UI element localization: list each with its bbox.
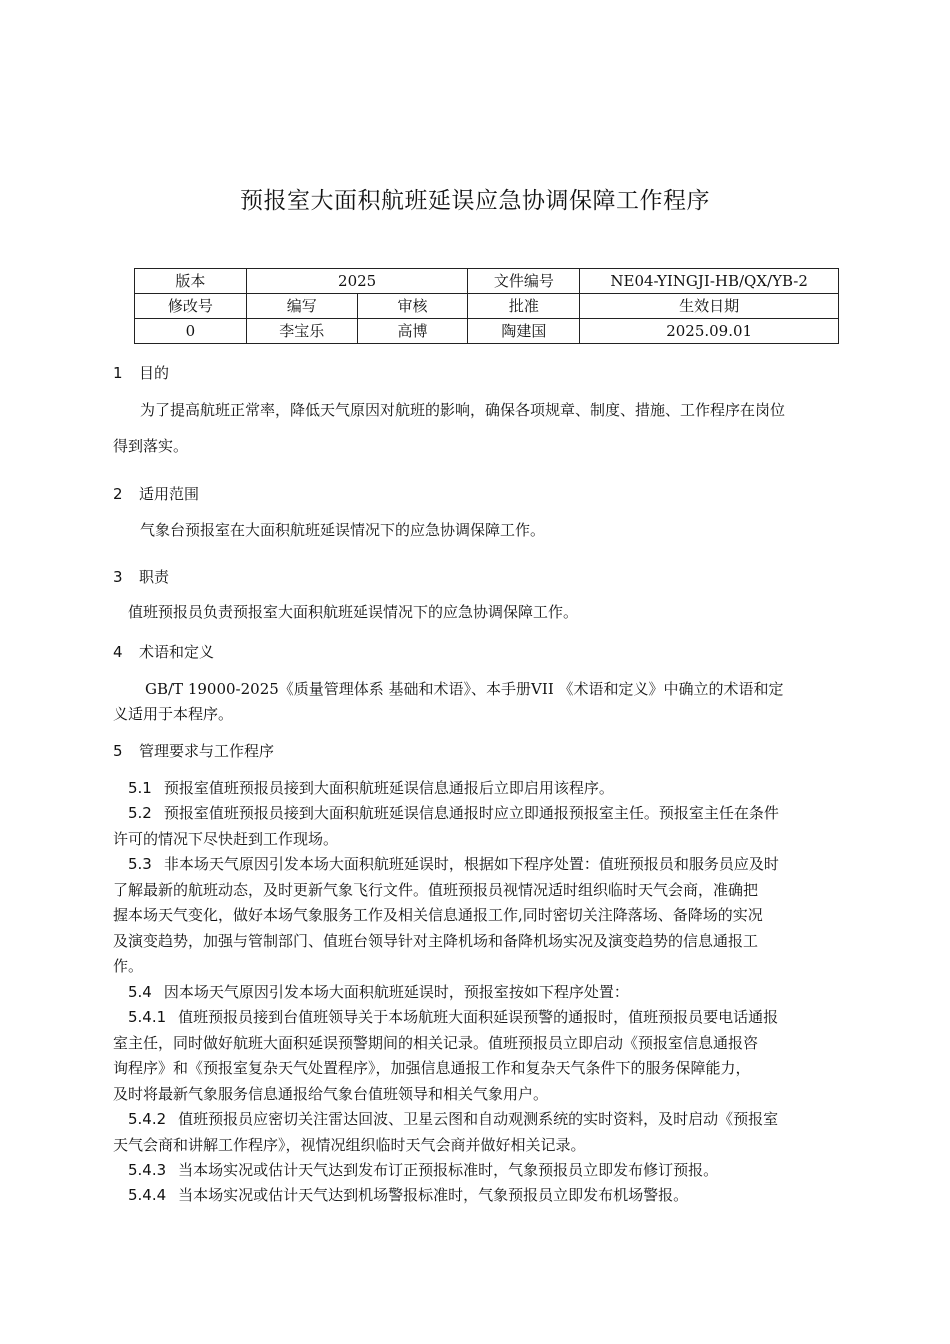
date-label: 生效日期 xyxy=(580,294,839,319)
section-heading-4 xyxy=(113,641,214,662)
section-2-text: 气象台预报室在大面积航班延误情况下的应急协调保障工作。 xyxy=(140,521,546,539)
clause-5-4 xyxy=(128,980,860,1006)
section-title: 适用范围 xyxy=(139,485,200,503)
section-heading-3 xyxy=(113,566,169,587)
clause-line: 非本场天气原因引发本场大面积航班延误时，根据如下程序处置：值班预报员和服务员应及时 xyxy=(163,855,779,873)
clause-number: 5.4.3 xyxy=(128,1161,167,1179)
meta-row-values xyxy=(135,319,839,344)
section-number: 2 xyxy=(113,485,123,503)
clause-number: 5.2 xyxy=(128,804,152,822)
review-label: 审核 xyxy=(357,294,468,319)
author-value: 李宝乐 xyxy=(246,319,357,344)
clause-5-3 xyxy=(113,852,860,980)
clause-line: 当本场实况或估计天气达到机场警报标准时，气象预报员立即发布机场警报。 xyxy=(178,1186,689,1204)
section-3-text: 值班预报员负责预报室大面积航班延误情况下的应急协调保障工作。 xyxy=(128,603,579,621)
page-title: 预报室大面积航班延误应急协调保障工作程序 xyxy=(240,188,710,214)
section-4-text-line-2: 义适用于本程序。 xyxy=(113,705,234,723)
section-1-text-line-2: 得到落实。 xyxy=(113,437,189,455)
clause-number: 5.4.1 xyxy=(128,1008,167,1026)
section-number: 5 xyxy=(113,742,123,760)
meta-row-version xyxy=(135,269,839,294)
approve-label: 批准 xyxy=(468,294,580,319)
approve-value: 陶建国 xyxy=(468,319,580,344)
review-value: 高博 xyxy=(357,319,468,344)
section-number: 3 xyxy=(113,568,123,586)
clause-line: 及演变趋势，加强与管制部门、值班台领导针对主降机场和备降机场实况及演变趋势的信息通报工 xyxy=(113,931,759,950)
clause-line: 因本场天气原因引发本场大面积航班延误时，预报室按如下程序处置： xyxy=(163,983,629,1001)
clause-5-4-2 xyxy=(113,1107,860,1158)
clause-line: 室主任，同时做好航班大面积延误预警期间的相关记录。值班预报员立即启动《预报室信息通报咨 xyxy=(113,1033,759,1052)
clause-5-4-3 xyxy=(128,1158,860,1184)
clause-number: 5.4 xyxy=(128,983,152,1001)
clause-line: 许可的情况下尽快赶到工作现场。 xyxy=(113,829,339,848)
section-number: 1 xyxy=(113,364,123,382)
section-number: 4 xyxy=(113,643,123,661)
clause-line: 当本场实况或估计天气达到发布订正预报标准时，气象预报员立即发布修订预报。 xyxy=(178,1161,719,1179)
clause-5-1 xyxy=(128,776,860,802)
clause-line: 值班预报员接到台值班领导关于本场航班大面积延误预警的通报时，值班预报员要电话通报 xyxy=(178,1008,779,1026)
clause-5-4-4 xyxy=(128,1183,860,1209)
clause-line: 天气会商和讲解工作程序》，视情况组织临时天气会商并做好相关记录。 xyxy=(113,1135,586,1154)
meta-row-headers xyxy=(135,294,839,319)
clause-number: 5.4.4 xyxy=(128,1186,167,1204)
clause-line: 询程序》和《预报室复杂天气处置程序》，加强信息通报工作和复杂天气条件下的服务保障能力， xyxy=(113,1059,751,1077)
clause-line: 预报室值班预报员接到大面积航班延误信息通报后立即启用该程序。 xyxy=(163,779,614,797)
clause-5-2 xyxy=(113,801,860,852)
section-title: 管理要求与工作程序 xyxy=(139,742,275,760)
version-value: 2025 xyxy=(246,269,468,294)
clause-5-4-1 xyxy=(113,1005,860,1107)
rev-value: 0 xyxy=(135,319,247,344)
clause-line: 及时将最新气象服务信息通报给气象台值班领导和相关气象用户。 xyxy=(113,1084,549,1103)
clause-number: 5.3 xyxy=(128,855,152,873)
docno-value: NE04-YINGJI-HB/QX/YB-2 xyxy=(580,269,839,294)
section-title: 职责 xyxy=(139,568,170,586)
section-heading-2 xyxy=(113,483,199,504)
author-label: 编写 xyxy=(246,294,357,319)
section-4-text-line-1: GB/T 19000-2025《质量管理体系 基础和术语》、本手册VII 《术语和定义》中确立的术语和定 xyxy=(145,680,784,698)
date-value: 2025.09.01 xyxy=(580,319,839,344)
section-title: 目的 xyxy=(139,364,170,382)
clause-line: 预报室值班预报员接到大面积航班延误信息通报时应立即通报预报室主任。预报室主任在条件 xyxy=(163,804,779,822)
clause-number: 5.1 xyxy=(128,779,152,797)
clause-line: 作。 xyxy=(113,957,144,975)
section-1-text-line-1: 为了提高航班正常率，降低天气原因对航班的影响，确保各项规章、制度、措施、工作程序在岗位 xyxy=(140,401,786,419)
clause-line: 了解最新的航班动态，及时更新气象飞行文件。值班预报员视情况适时组织临时天气会商，准确把 xyxy=(113,880,759,899)
clause-line: 值班预报员应密切关注雷达回波、卫星云图和自动观测系统的实时资料，及时启动《预报室 xyxy=(178,1110,779,1128)
rev-label: 修改号 xyxy=(135,294,247,319)
document-meta-table xyxy=(134,268,839,344)
docno-label: 文件编号 xyxy=(468,269,580,294)
version-label: 版本 xyxy=(135,269,247,294)
section-heading-5 xyxy=(113,740,274,761)
clause-number: 5.4.2 xyxy=(128,1110,167,1128)
section-heading-1 xyxy=(113,362,169,383)
clause-line: 握本场天气变化，做好本场气象服务工作及相关信息通报工作,同时密切关注降落场、备降场的实况 xyxy=(113,906,763,924)
section-title: 术语和定义 xyxy=(139,643,215,661)
